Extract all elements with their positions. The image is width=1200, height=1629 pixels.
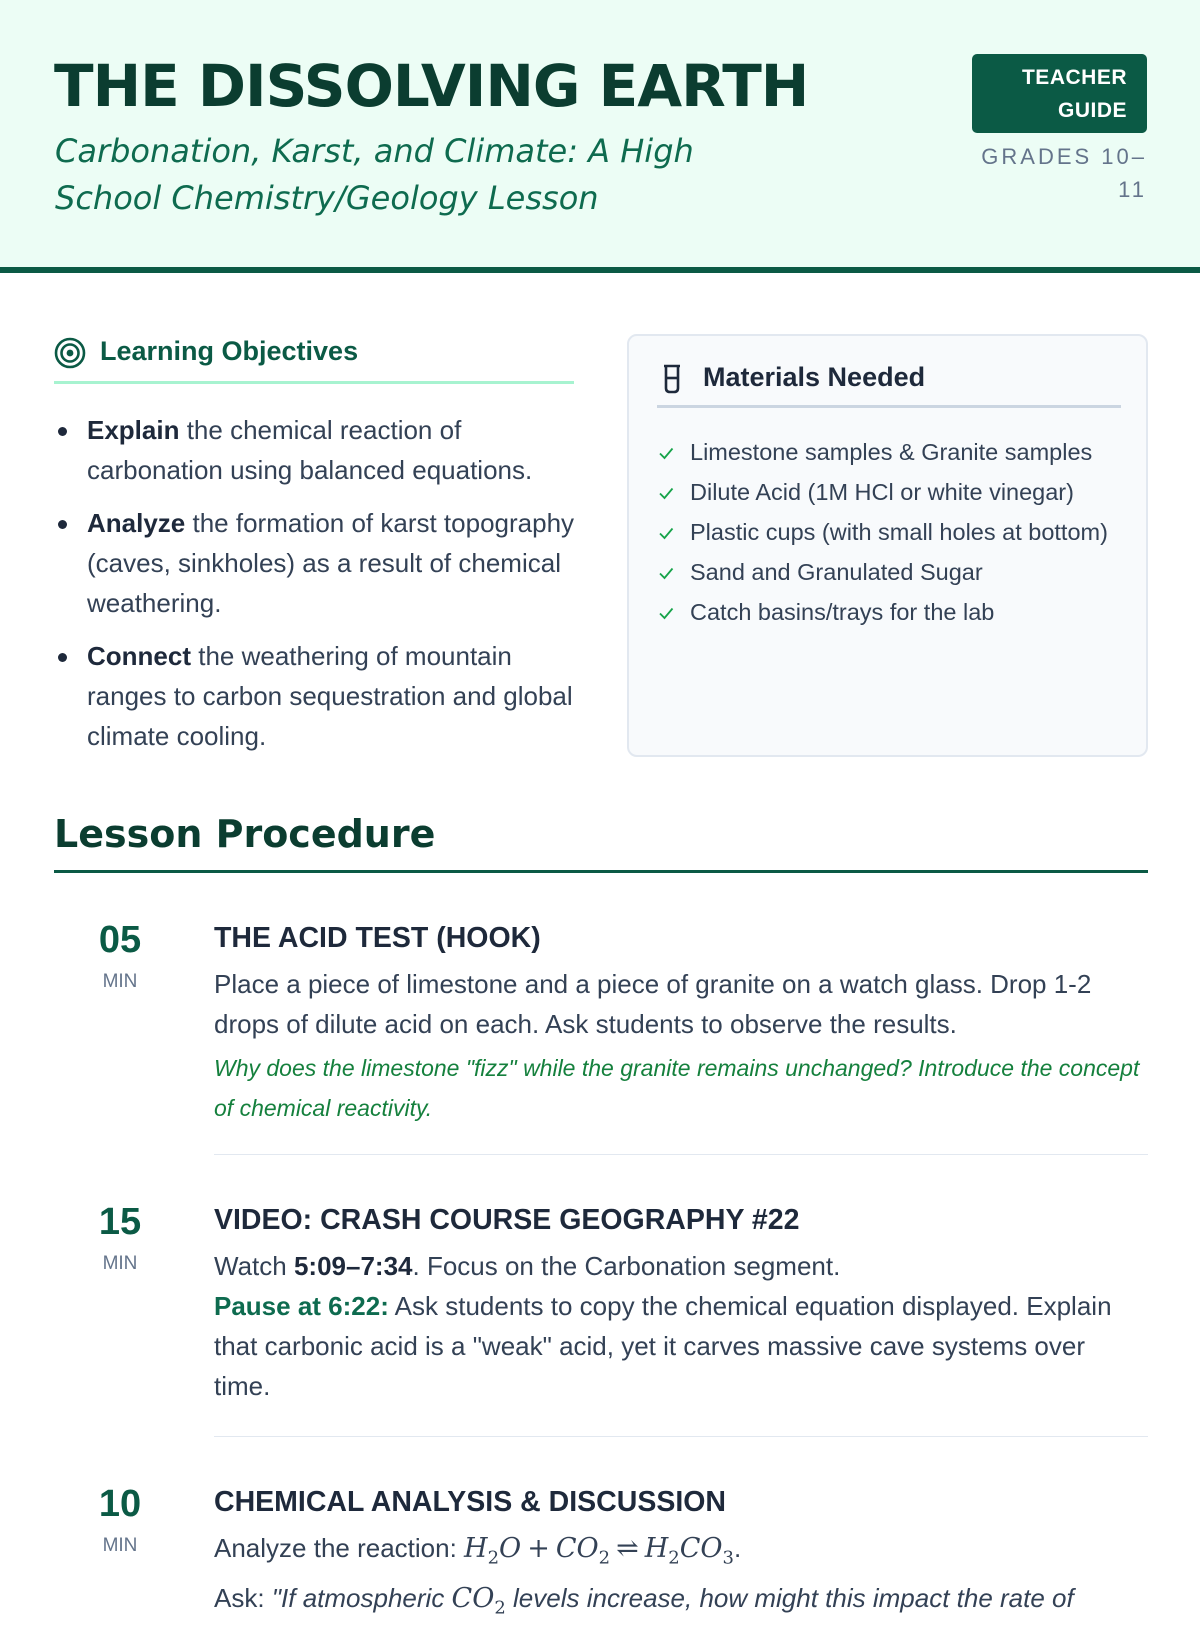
analyze-suffix: . <box>733 1533 742 1563</box>
check-icon <box>657 604 675 622</box>
material-label: Catch basins/trays for the lab <box>690 599 995 625</box>
step-minutes: 05 <box>98 919 142 961</box>
list-item <box>657 596 1117 629</box>
step-pause-instruction <box>214 1286 1148 1406</box>
materials-heading <box>657 358 1121 408</box>
material-label: Plastic cups (with small holes at bottom) <box>690 519 1108 545</box>
ask-prefix: Ask: <box>214 1583 272 1614</box>
list-item <box>54 636 594 756</box>
list-item <box>657 436 1117 469</box>
objectives-heading <box>54 332 574 384</box>
check-icon <box>657 444 675 462</box>
objectives-list <box>54 410 594 769</box>
step-body <box>214 1482 1148 1629</box>
step-title: CHEMICAL ANALYSIS & DISCUSSION <box>214 1486 727 1518</box>
list-item <box>657 516 1117 549</box>
list-item <box>657 476 1117 509</box>
carbonation-equation: $H_2O + CO_2$ ⇌ $H_2CO_3$ <box>464 1533 734 1569</box>
step-description: Place a piece of limestone and a piece of granite on a watch glass. Drop 1-2 drops of dilute acid on each. Ask students to observe the results. <box>214 969 1092 1039</box>
list-item <box>657 556 1117 589</box>
material-label: Limestone samples & Granite samples <box>690 439 1093 465</box>
beaker-icon <box>661 364 683 394</box>
pause-text: Ask students to copy the chemical equation displayed. Explain that carbonic acid is a "weak" acid, yet it carves massive cave systems over time. <box>214 1291 1112 1401</box>
step-analyze <box>214 1528 1148 1578</box>
material-label: Dilute Acid (1M HCl or white vinegar) <box>690 479 1074 505</box>
list-item <box>54 503 594 623</box>
step-divider <box>214 1436 1148 1437</box>
header-banner <box>0 0 1200 273</box>
materials-card <box>627 334 1148 757</box>
target-icon <box>54 337 86 369</box>
step-body <box>214 918 1148 1128</box>
step-unit: MIN <box>102 1253 138 1274</box>
page-title: THE DISSOLVING EARTH <box>54 52 809 120</box>
check-icon <box>657 524 675 542</box>
objective-text: the chemical reaction of carbonation using balanced equations. <box>87 415 533 485</box>
step-body <box>214 1200 1148 1406</box>
step-minutes: 10 <box>98 1483 142 1525</box>
co2-symbol: $CO_2$ <box>451 1583 506 1619</box>
step-unit: MIN <box>102 971 138 992</box>
objective-verb: Explain <box>87 415 180 445</box>
teacher-guide-badge: TEACHER GUIDE <box>972 54 1147 133</box>
objective-verb: Connect <box>87 641 191 671</box>
analyze-prefix: Analyze the reaction: <box>214 1533 465 1563</box>
step-divider <box>214 1154 1148 1155</box>
grade-level: GRADES 10–11 <box>981 144 1147 202</box>
objective-text: the weathering of mountain ranges to carbon sequestration and global climate cooling. <box>87 641 573 751</box>
procedure-heading: Lesson Procedure <box>54 812 436 856</box>
objective-verb: Analyze <box>87 508 186 538</box>
check-icon <box>657 564 675 582</box>
objectives-title: Learning Objectives <box>100 336 359 366</box>
step-ask <box>214 1578 1148 1628</box>
step-description <box>214 1246 1148 1286</box>
procedure-divider <box>54 870 1148 873</box>
watch-prefix: Watch <box>214 1251 294 1281</box>
materials-list <box>657 436 1117 636</box>
watch-range: 5:09–7:34 <box>293 1251 413 1281</box>
page-subtitle: Carbonation, Karst, and Climate: A High School Chemistry/Geology Lesson <box>55 132 694 217</box>
ask-quote-end: levels increase, how might this impact the rate of <box>505 1583 1074 1614</box>
watch-suffix: . Focus on the Carbonation segment. <box>412 1251 841 1281</box>
check-icon <box>657 484 675 502</box>
material-label: Sand and Granulated Sugar <box>690 559 983 585</box>
objective-text: the formation of karst topography (caves, sinkholes) as a result of chemical weathering. <box>87 508 575 618</box>
list-item <box>54 410 594 490</box>
ask-quote-start: "If atmospheric <box>271 1583 452 1614</box>
step-unit: MIN <box>102 1535 138 1556</box>
step-teacher-note: Why does the limestone "fizz" while the granite remains unchanged? Introduce the concept of chemical reactivity. <box>214 1055 1140 1121</box>
materials-title: Materials Needed <box>703 362 926 392</box>
step-title: VIDEO: CRASH COURSE GEOGRAPHY #22 <box>214 1204 800 1236</box>
step-title: THE ACID TEST (HOOK) <box>214 922 541 954</box>
step-minutes: 15 <box>98 1201 142 1243</box>
pause-label: Pause at 6:22: <box>214 1291 389 1321</box>
